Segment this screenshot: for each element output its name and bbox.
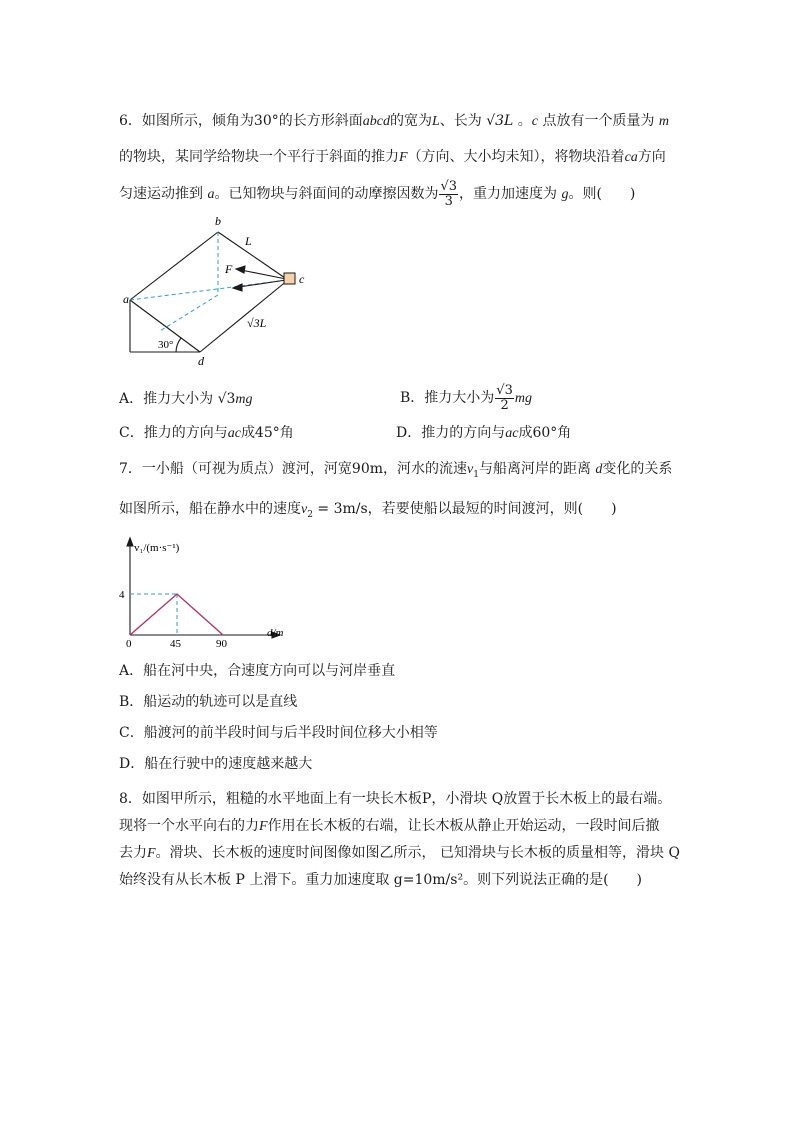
v1-line <box>130 594 223 635</box>
arrow-head <box>236 266 245 273</box>
q7-line-1 <box>119 460 672 484</box>
y-axis-label: v₁/(m·s⁻¹) <box>134 542 180 554</box>
label-a: a <box>123 292 129 306</box>
q6-mu-fraction <box>439 180 458 209</box>
q6-text: 。 <box>517 113 532 129</box>
q8-line-4: 始终没有从长木板 P 上滑下。重力加速度取 g=10m/s²。则下列说法正确的是( ) <box>119 872 642 888</box>
q7-text: 与船离河岸的距离 <box>478 461 591 477</box>
q6-L: L <box>431 114 440 129</box>
option-mg: mg <box>514 391 532 406</box>
fraction-numerator: √3 <box>440 178 458 194</box>
option-text: D．推力的方向与 <box>396 425 506 441</box>
label-L: L <box>245 234 252 248</box>
q8-line-3 <box>119 844 680 863</box>
option-fraction <box>495 384 514 413</box>
q6-text: 方向 <box>637 149 666 165</box>
angle-arc <box>176 338 181 352</box>
q6-text: 点放有一个质量为 <box>542 113 655 129</box>
q7-line-2 <box>119 500 617 524</box>
label-d: d <box>198 354 204 368</box>
q6-text: 6．如图所示，倾角为30°的长方形斜面 <box>119 113 363 129</box>
edge-ab <box>130 232 218 300</box>
q8-text: 去力 <box>119 845 147 861</box>
label-c: c <box>299 272 305 286</box>
q7-text: = 3m/s，若要使船以最短的时间渡河，则( ) <box>312 501 617 517</box>
q8-line-2 <box>119 817 660 836</box>
q6-text: 匀速运动推到 <box>119 186 203 202</box>
q7-option-D[interactable]: D．船在行驶中的速度越来越大 <box>119 756 313 772</box>
q7-velocity-graph <box>115 535 300 653</box>
q7-text: 变化的关系 <box>602 461 673 477</box>
option-sqrt3: √3 <box>217 391 236 407</box>
q8-line-1: 8．如图甲所示，粗糙的水平地面上有一块长木板P，小滑块 Q放置于长木板上的最右端。 <box>119 791 672 807</box>
q7-v2-sub: 2 <box>307 509 313 520</box>
q8-F: F <box>259 819 268 834</box>
q6-incline-figure <box>118 215 318 370</box>
option-text: 成60°角 <box>518 425 572 441</box>
q6-line-2 <box>119 148 666 167</box>
option-ac: ac <box>227 426 241 441</box>
option-ac: ac <box>505 426 519 441</box>
tick-90: 90 <box>216 638 227 650</box>
arrow-head <box>233 284 242 291</box>
q7-v2: v <box>301 502 308 517</box>
fraction-denominator: 3 <box>444 193 453 209</box>
option-text: C．推力的方向与 <box>119 425 228 441</box>
y-axis-arrow-icon <box>127 538 133 546</box>
q6-sqrt3L: √3L <box>486 113 514 129</box>
q7-d: d <box>595 462 603 477</box>
tick-45: 45 <box>170 638 181 650</box>
option-text: 成45°角 <box>240 425 294 441</box>
label-b: b <box>215 215 221 228</box>
q6-c: c <box>531 114 538 129</box>
q6-abcd: abcd <box>362 114 390 129</box>
edge-cd <box>200 280 288 352</box>
q8-text: 。滑块、长木板的速度时间图像如图乙所示， 已知滑块与长木板的质量相等，滑块 Q <box>155 845 680 861</box>
q6-line-1 <box>119 112 669 131</box>
q6-g: g <box>561 187 569 202</box>
label-sqrt3L: √3L <box>247 316 267 330</box>
tick-y-4: 4 <box>119 589 125 601</box>
q6-m: m <box>658 114 670 129</box>
q6-line-3 <box>119 176 635 213</box>
block-icon <box>284 273 295 284</box>
q6-text: 的物块，某同学给物块一个平行于斜面的推力 <box>119 149 399 165</box>
q6-a: a <box>207 187 215 202</box>
option-text: B．推力大小为 <box>400 390 495 406</box>
q6-ca: ca <box>624 150 638 165</box>
fraction-denominator: 2 <box>500 397 509 413</box>
q8-text: 作用在长木板的右端，让长木板从静止开始运动，一段时间后撤 <box>267 818 660 834</box>
q7-option-B[interactable]: B．船运动的轨迹可以是直线 <box>119 694 298 710</box>
q7-v1: v <box>467 462 474 477</box>
q7-v1-sub: 1 <box>473 469 479 480</box>
fraction-numerator: √3 <box>496 382 513 398</box>
label-angle: 30° <box>158 339 174 351</box>
force-arrow-friction <box>239 280 286 287</box>
tick-0: 0 <box>126 638 132 650</box>
q6-option-C[interactable] <box>119 424 294 443</box>
q7-text: 7．一小船（可视为质点）渡河，河宽90m，河水的流速 <box>119 461 467 477</box>
q6-F: F <box>399 150 408 165</box>
option-mg: mg <box>235 392 253 407</box>
label-F: F <box>225 262 233 276</box>
x-axis-label: d/m <box>267 627 284 639</box>
q6-text: 、长为 <box>439 113 482 129</box>
q7-option-A[interactable]: A．船在河中央，合速度方向可以与河岸垂直 <box>119 663 396 679</box>
q8-F: F <box>147 846 156 861</box>
option-text: A．推力大小为 <box>119 391 214 407</box>
q6-text: ，重力加速度为 <box>459 186 558 202</box>
dashed-down <box>160 295 218 331</box>
q6-text: 。已知物块与斜面间的动摩擦因数为 <box>214 186 439 202</box>
q6-option-B[interactable] <box>400 380 532 417</box>
q8-text: 现将一个水平向右的力 <box>119 818 259 834</box>
q6-text: （方向、大小均未知），将物块沿着 <box>407 149 625 165</box>
q6-option-D[interactable] <box>396 424 571 443</box>
q6-text: 的宽为 <box>389 113 432 129</box>
q6-option-A[interactable] <box>119 390 253 409</box>
q7-text: 如图所示，船在静水中的速度 <box>119 501 301 517</box>
q7-option-C[interactable]: C．船渡河的前半段时间与后半段时间位移大小相等 <box>119 725 438 741</box>
q6-text: 。则( ) <box>568 186 636 202</box>
